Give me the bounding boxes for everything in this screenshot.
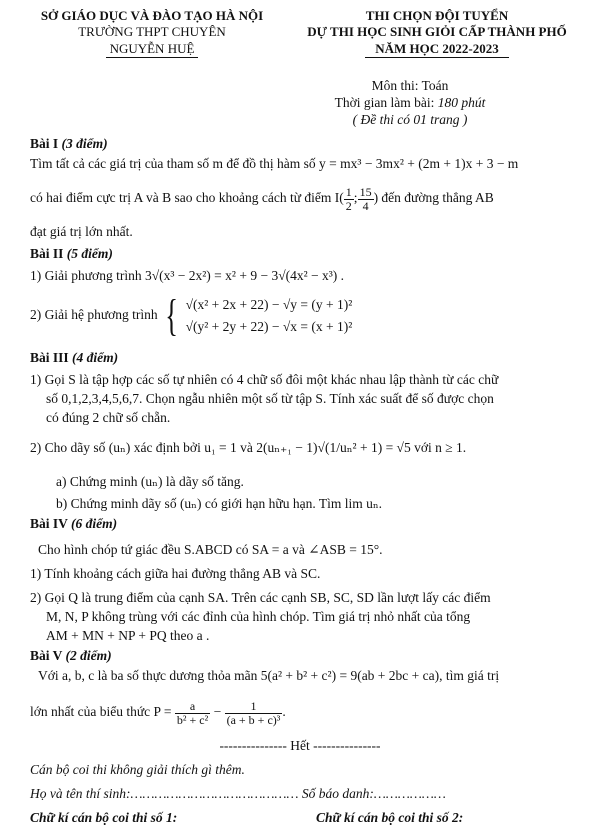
- problem-4-q2-line-3: AM + MN + NP + PQ theo a .: [46, 628, 210, 643]
- system-brace: {: [165, 291, 178, 340]
- end-mark: --------------- Hết ---------------: [219, 738, 381, 753]
- system-eq-2: √(y² + 2y + 22) − √x = (x + 1)²: [185, 319, 353, 334]
- problem-5-line-2: lớn nhất của biểu thức P = $\frac{a}{\text{b² + c²}}$ − $\frac{1}{\text{(a + b + c)³}}$ .: [30, 699, 286, 727]
- problem-3-q2-line-1: 2) Cho dãy số (uₙ) xác định bởi u₁ = 1 và 2(uₙ₊₁ − 1)√(1/uₙ² + 1) = √5 với n ≥ 1.: [30, 440, 467, 455]
- problem-4-q2-line-1: 2) Gọi Q là trung điểm của cạnh SA. Trên các cạnh SB, SC, SD lần lượt lấy các điểm: [30, 590, 491, 605]
- school-name-line1: TRƯỜNG THPT CHUYÊN: [78, 24, 226, 40]
- header-left: [22, 8, 282, 57]
- subject: Môn thi: Toán: [371, 78, 449, 93]
- problem-1-text-3: đạt giá trị lớn nhất.: [30, 224, 133, 239]
- problem-4-title: Bài IV (6 điểm): [30, 516, 118, 531]
- problem-3-q2-a: a) Chứng minh (uₙ) là dãy số tăng.: [56, 474, 244, 489]
- supervisor-signature-1: Chữ kí cán bộ coi thi số 1:: [30, 810, 178, 825]
- time-limit: Thời gian làm bài: 180 phút: [334, 94, 486, 110]
- problem-5-title: Bài V (2 điểm): [30, 648, 112, 663]
- problem-4-q2-line-2: M, N, P không trùng với các đỉnh của hình chóp. Tìm giá trị nhỏ nhất của tổng: [46, 609, 471, 624]
- page-note: ( Đề thi có 01 trang ): [352, 111, 468, 127]
- header-right: [292, 8, 582, 57]
- problem-4-text: Cho hình chóp tứ giác đều S.ABCD có SA = a và ∠ASB = 15°.: [38, 542, 383, 557]
- candidate-name-line: Họ và tên thí sinh:…………………………………… Số báo danh:………………: [30, 786, 446, 801]
- system-eq-1: √(x² + 2x + 22) − √y = (y + 1)²: [185, 297, 353, 313]
- exam-subtitle: DỰ THI HỌC SINH GIỎI CẤP THÀNH PHỐ: [307, 24, 567, 40]
- problem-1-text-2: có hai điểm cực trị A và B sao cho khoảng cách từ điểm I( $\frac{1}{2}$ ; $\frac{15}{4}$ ) đến đường thẳng AB: [30, 185, 494, 213]
- problem-3-q1-line-3: có đúng 2 chữ số chẵn.: [46, 410, 171, 425]
- problem-3-q1-line-1: 1) Gọi S là tập hợp các số tự nhiên có 4 chữ số đôi một khác nhau lập thành từ các chữ: [30, 372, 499, 387]
- department-name: SỞ GIÁO DỤC VÀ ĐÀO TẠO HÀ NỘI: [40, 8, 264, 23]
- problem-3-q1-line-2: số 0,1,2,3,4,5,6,7. Chọn ngẫu nhiên một số từ tập S. Tính xác suất để số được chọn: [46, 391, 494, 406]
- supervisor-signature-2: Chữ kí cán bộ coi thi số 2:: [316, 810, 464, 825]
- problem-2-question-2: 2) Giải hệ phương trình { √(x² + 2x + 22) − √y = (y + 1)² √(y² + 2y + 22) − √x = (x + 1)²: [30, 291, 353, 340]
- problem-5-line-1: Với a, b, c là ba số thực dương thỏa mãn 5(a² + b² + c²) = 9(ab + 2bc + ca), tìm giá trị: [38, 668, 500, 683]
- problem-2-question-1: 1) Giải phương trình 3√(x³ − 2x²) = x² + 9 − 3√(4x² − x³) .: [30, 268, 345, 283]
- school-year: NĂM HỌC 2022-2023: [292, 41, 582, 57]
- problem-2-title: Bài II (5 điểm): [30, 246, 113, 261]
- problem-1-title: Bài I (3 điểm): [30, 136, 108, 151]
- exam-title: THI CHỌN ĐỘI TUYỂN: [365, 8, 509, 23]
- problem-4-question-1: 1) Tính khoảng cách giữa hai đường thẳng AB và SC.: [30, 566, 321, 581]
- exam-info: [300, 78, 520, 129]
- problem-3-title: Bài III (4 điểm): [30, 350, 119, 365]
- problem-1-text-1: Tìm tất cả các giá trị của tham số m để đồ thị hàm số y = mx³ − 3mx² + (2m + 1)x + 3 − m: [30, 156, 519, 171]
- supervisor-note: Cán bộ coi thi không giải thích gì thêm.: [30, 762, 245, 777]
- problem-3-q2-b: b) Chứng minh dãy số (uₙ) có giới hạn hữu hạn. Tìm lim uₙ.: [56, 496, 383, 511]
- school-name-line2: NGUYỄN HUỆ: [22, 41, 282, 57]
